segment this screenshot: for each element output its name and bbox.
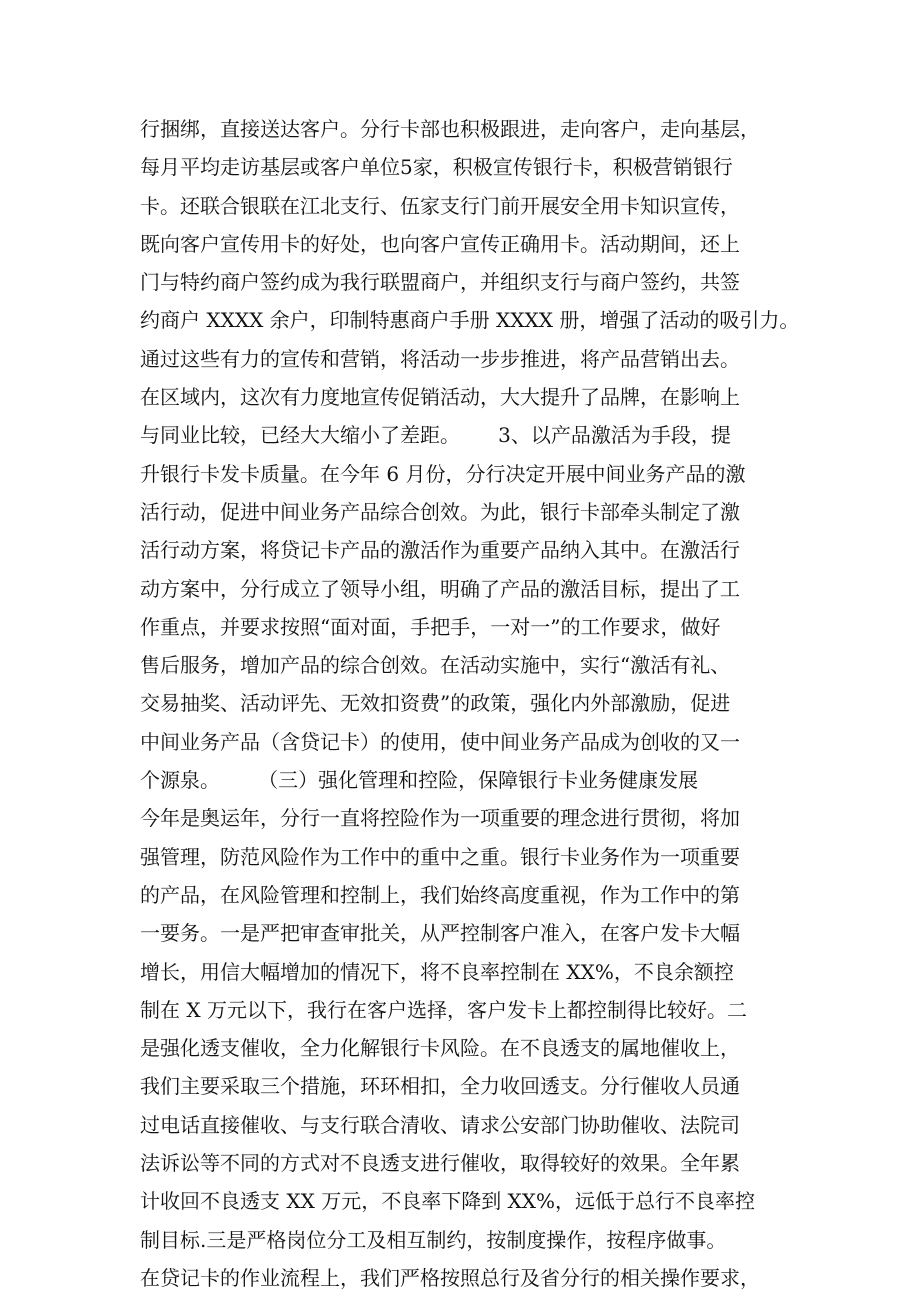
text-line: 计收回不良透支 XX 万元，不良率下降到 XX%，远低于总行不良率控	[140, 1189, 756, 1214]
text-line: 在区域内，这次有力度地宣传促销活动，大大提升了品牌，在影响上	[140, 385, 740, 410]
text-line: 中间业务产品（含贷记卡）的使用，使中间业务产品成为创收的又一	[140, 729, 740, 754]
text-line: 是强化透支催收，全力化解银行卡风险。在不良透支的属地催收上，	[140, 1036, 740, 1061]
text-line: 与同业比较，已经大大缩小了差距。 3、以产品激活为手段，提	[140, 423, 731, 448]
text-line: 约商户 XXXX 余户，印制特惠商户手册 XXXX 册，增强了活动的吸引力。	[140, 308, 800, 333]
text-line: 我们主要采取三个措施，环环相扣，全力收回透支。分行催收人员通	[140, 1074, 740, 1099]
text-line: 过电话直接催收、与支行联合清收、请求公安部门协助催收、法院司	[140, 1112, 740, 1137]
text-line: 制目标.三是严格岗位分工及相互制约，按制度操作，按程序做事。	[140, 1227, 727, 1252]
text-line: 法诉讼等不同的方式对不良透支进行催收，取得较好的效果。全年累	[140, 1151, 740, 1176]
text-line: 升银行卡发卡质量。在今年 6 月份，分行决定开展中间业务产品的激	[140, 461, 746, 486]
text-line: 今年是奥运年，分行一直将控险作为一项重要的理念进行贯彻，将加	[140, 806, 740, 831]
text-line: 动方案中，分行成立了领导小组，明确了产品的激活目标，提出了工	[140, 576, 740, 601]
text-line: 通过这些有力的宣传和营销，将活动一步步推进，将产品营销出去。	[140, 346, 740, 371]
text-line: 个源泉。 （三）强化管理和控险，保障银行卡业务健康发展	[140, 768, 699, 793]
text-line: 售后服务，增加产品的综合创效。在活动实施中，实行“激活有礼、	[140, 653, 731, 678]
text-line: 的产品，在风险管理和控制上，我们始终高度重视，作为工作中的第	[140, 882, 740, 907]
text-line: 在贷记卡的作业流程上，我们严格按照总行及省分行的相关操作要求，	[140, 1265, 760, 1290]
text-line: 既向客户宣传用卡的好处，也向客户宣传正确用卡。活动期间，还上	[140, 231, 740, 256]
text-line: 强管理，防范风险作为工作中的重中之重。银行卡业务作为一项重要	[140, 844, 740, 869]
text-line: 增长，用信大幅增加的情况下，将不良率控制在 XX%，不良余额控	[140, 959, 734, 984]
text-line: 行捆绑，直接送达客户。分行卡部也积极跟进，走向客户，走向基层，	[140, 117, 760, 141]
body-text	[140, 110, 800, 1297]
text-line: 制在 X 万元以下，我行在客户选择，客户发卡上都控制得比较好。二	[140, 997, 747, 1022]
text-line: 活行动方案，将贷记卡产品的激活作为重要产品纳入其中。在激活行	[140, 538, 740, 563]
text-line: 卡。还联合银联在江北支行、伍家支行门前开展安全用卡知识宣传，	[140, 193, 740, 218]
text-line: 一要务。一是严把审查审批关，从严控制客户准入，在客户发卡大幅	[140, 921, 740, 946]
text-line: 交易抽奖、活动评先、无效扣资费”的政策，强化内外部激励，促进	[140, 691, 731, 716]
text-line: 门与特约商户签约成为我行联盟商户，并组织支行与商户签约，共签	[140, 270, 740, 295]
text-line: 作重点，并要求按照“面对面，手把手，一对一”的工作要求，做好	[140, 614, 721, 639]
text-line: 活行动，促进中间业务产品综合创效。为此，银行卡部牵头制定了激	[140, 499, 740, 524]
text-line: 每月平均走访基层或客户单位5家，积极宣传银行卡，积极营销银行	[140, 155, 733, 180]
